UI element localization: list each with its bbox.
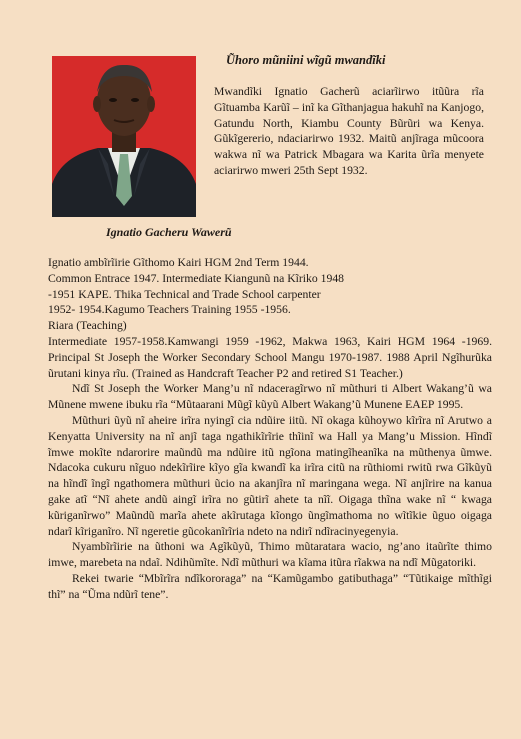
portrait-caption: Ignatio Gacheru Wawerũ <box>106 225 232 239</box>
body-line: Ignatio ambĩrĩirie Gĩthomo Kairi HGM 2nd Term 1944. <box>48 256 309 269</box>
author-portrait <box>52 56 196 217</box>
portrait-image <box>52 56 196 217</box>
body-paragraph: Rekei twarie “Mbĩrĩra ndĩkororaga” na “Kamũgambo gatibuthaga” “Tũtikaige mĩthĩgi thĩ” na “Ũma ndũrĩ tene”. <box>48 571 492 601</box>
body-paragraph: Ndĩ St Joseph the Worker Mang’u nĩ ndaceragĩrwo nĩ mũthuri ti Albert Wakang’ũ wa Mũnene mwene ibuku rĩa “Mũtaarani Mũgĩ kũyũ Albert Wakang’ũ Munene EAEP 1995. <box>48 382 492 412</box>
intro-text: Mwandĩki Ignatio Gacherũ aciarĩirwo itũũra rĩa Gĩtuamba Karũĩ – inĩ ka Gĩthanjagua hakuhĩ na Kanjogo, Gatundu North, Kiambu County Bũrũri wa Kenya. Gũkĩgererio, ndaciarirwo 1932. Maitũ anjĩraga mũcoora wakwa nĩ wa Patrick Mbagara wa Karita ũrĩa menyete aciarirwo mweri 25th Sept 1932. <box>214 85 484 177</box>
intro-title: Ũhoro mũniini wĩgũ mwandĩki <box>226 53 386 67</box>
body-line: -1951 KAPE. Thika Technical and Trade School carpenter <box>48 287 321 301</box>
body-line: Riara (Teaching) <box>48 319 127 333</box>
body-paragraph: Mũthuri ũyũ nĩ aheire irĩra nyingĩ cia ndũire iitũ. Nĩ okaga kũhoywo kĩrĩra nĩ Arutwo a Kenyatta University na nĩ anjĩ taga ngathikĩrĩrie thĩinĩ wa Hall ya Mang’u Mission. Hĩndĩ ĩmwe mokĩte ndarorire maũndũ ma ndũire itũ ngĩona matingĩheanĩka na mũthenya ũmwe. Ndacoka cukuru nĩguo ndekĩrĩire kĩyo gĩa kwandĩ ka irĩra citũ na rũthiomi rwitũ rwa Gĩkũyũ na hĩndĩ ĩngĩ ngathomera mũthuri ũcio na akanjĩra nĩ maringana wega. Nĩ anjĩrire na kanua gake atĩ “Nĩ ahete andũ aingĩ irĩra no gũtirĩ ahete ta nĩĩ. Oigaga thĩna wake nĩ “ kwaga kũriganĩrwo” Maũndũ marĩa ahete akĩrutaga kĩongo ũngĩmathoma no wĩtĩkie ũguo oigaga ndarĩ kĩriganĩro. Nĩ ngeretie gũcokanĩrĩria ndeto na ndirĩ ndĩracinyegenyia. <box>48 413 492 538</box>
body-paragraph: Intermediate 1957-1958.Kamwangi 1959 -1962, Makwa 1963, Kairi HGM 1964 -1969. Principal St Joseph the Worker Secondary School Mangu 1970-1987. 1988 April Ngĩhurũka ũrutani kinya rĩu. (Trained as Handcraft Teacher P2 and retired S1 Teacher.) <box>48 334 492 380</box>
body-line: Common Entrace 1947. Intermediate Kiangunũ na Kĩriko 1948 <box>48 271 345 285</box>
body-paragraph: Nyambĩrĩirie na ũthoni wa Agĩkũyũ, Thimo mũtaratara wacio, ng’ano itaũrĩte thimo imwe, marebeta na ndaĩ. Ndihũmĩte. Ndĩ mũthuri wa kĩama itũra rĩakwa na ndĩ Mũgatoriki. <box>48 540 492 570</box>
body-line: 1952- 1954.Kagumo Teachers Training 1955 -1956. <box>48 303 291 317</box>
biography-body <box>48 255 492 603</box>
